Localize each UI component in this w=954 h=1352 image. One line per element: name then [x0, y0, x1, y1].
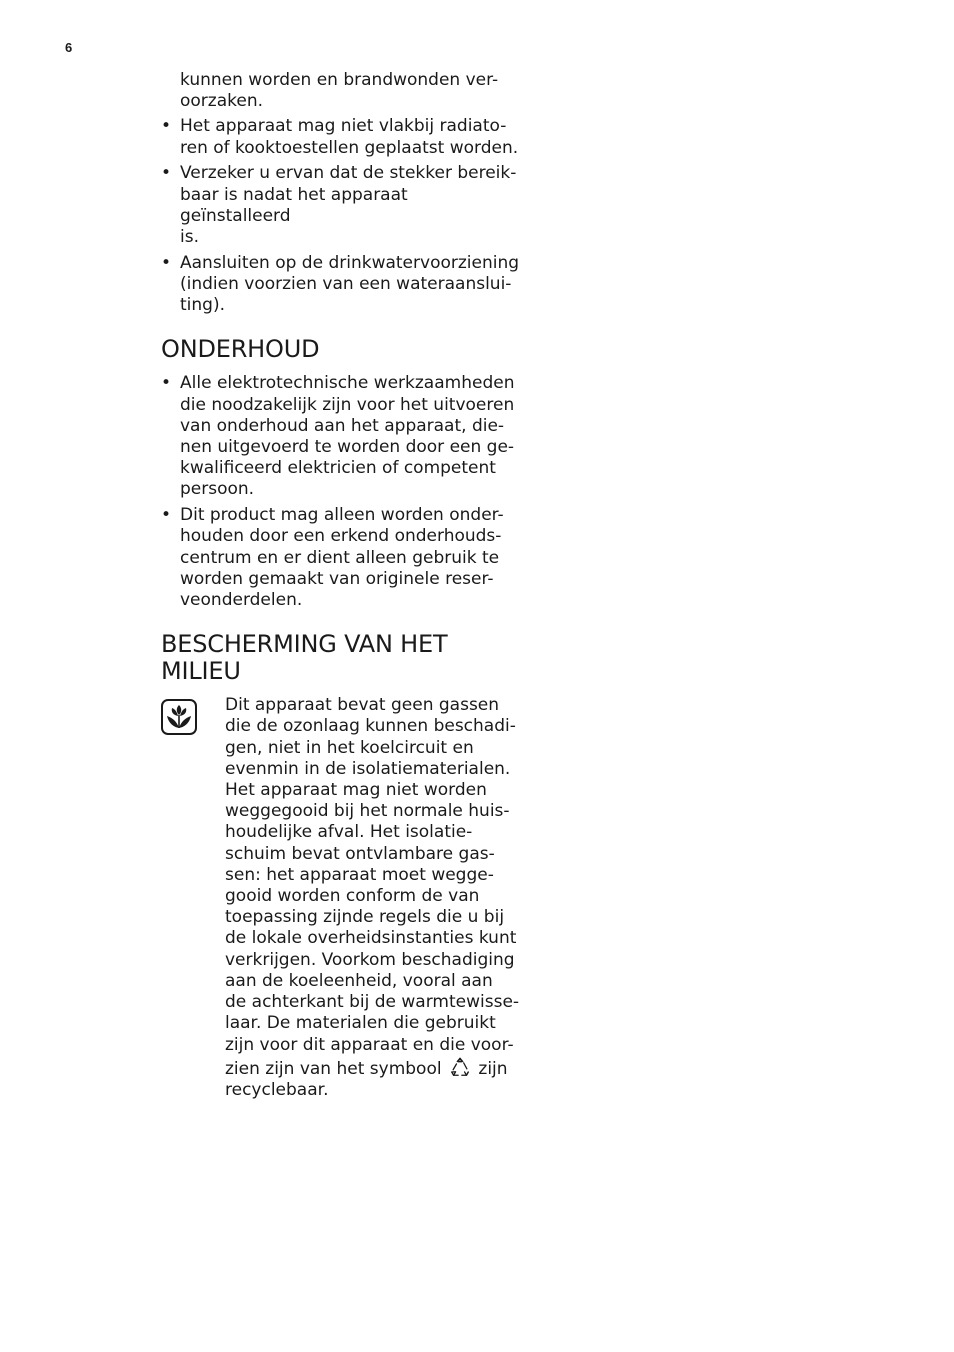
list-item — [161, 116, 521, 158]
page-number: 6 — [65, 40, 73, 55]
bullet-icon: • — [161, 373, 172, 394]
list-item — [161, 253, 521, 317]
continuation-text: kunnen worden en brandwonden ver- oorzaken. — [180, 70, 499, 112]
bullet-icon: • — [161, 116, 172, 137]
environment-paragraph — [225, 695, 521, 1101]
section-heading-milieu: BESCHERMING VAN HET MILIEU — [161, 630, 448, 686]
environment-flower-icon — [161, 699, 197, 735]
environment-block — [161, 695, 521, 1101]
bullet-icon: • — [161, 163, 172, 184]
section-heading-onderhoud: ONDERHOUD — [161, 335, 320, 364]
intro-bullet-list — [161, 116, 521, 316]
onderhoud-bullet-list — [161, 373, 521, 611]
list-item-text: Dit product mag alleen worden onder- houden door een erkend onderhouds- centrum en er dient alleen gebruik te worden gemaakt van originele reser- veonderdelen. — [180, 505, 504, 611]
environment-text-end: zijn recyclebaar. — [225, 1058, 508, 1100]
list-item-text: Alle elektrotechnische werkzaamheden die noodzakelijk zijn voor het uitvoeren van onderhoud aan het apparaat, die- nen uitgevoerd te worden door een ge- kwalificeerd elektricien of competent persoon. — [180, 373, 515, 500]
content-column — [161, 70, 521, 1101]
list-item-text: Het apparaat mag niet vlakbij radiato- ren of kooktoestellen geplaatst worden. — [180, 116, 519, 158]
recycle-icon — [449, 1056, 471, 1078]
list-item-text: Verzeker u ervan dat de stekker bereik- baar is nadat het apparaat geïnstalleerd is. — [180, 163, 517, 248]
list-item — [161, 163, 521, 248]
list-item — [161, 505, 521, 611]
list-item-text: Aansluiten op de drinkwatervoorziening (indien voorzien van een wateraanslui- ting). — [180, 252, 520, 316]
environment-text: Dit apparaat bevat geen gassen die de ozonlaag kunnen beschadi- gen, niet in het koelcircuit en evenmin in de isolatiematerialen. Het apparaat mag niet worden weggegooid bij het normale huis- houdelijke afval. Het isolatie- schuim bevat ontvlambare gas- sen: het apparaat moet wegge- gooid worden conform de van toepassing zijnde regels die u bij de lokale overheidsinstanties kunt verkrijgen. Voorkom beschadiging aan de koeleenheid, vooral aan de achterkant bij de warmtewisse- laar. De materialen die gebruikt zijn voor dit apparaat en die voor- zien zijn van het symbool — [225, 695, 520, 1079]
bullet-icon: • — [161, 252, 172, 273]
list-item — [161, 373, 521, 500]
bullet-icon: • — [161, 505, 172, 526]
